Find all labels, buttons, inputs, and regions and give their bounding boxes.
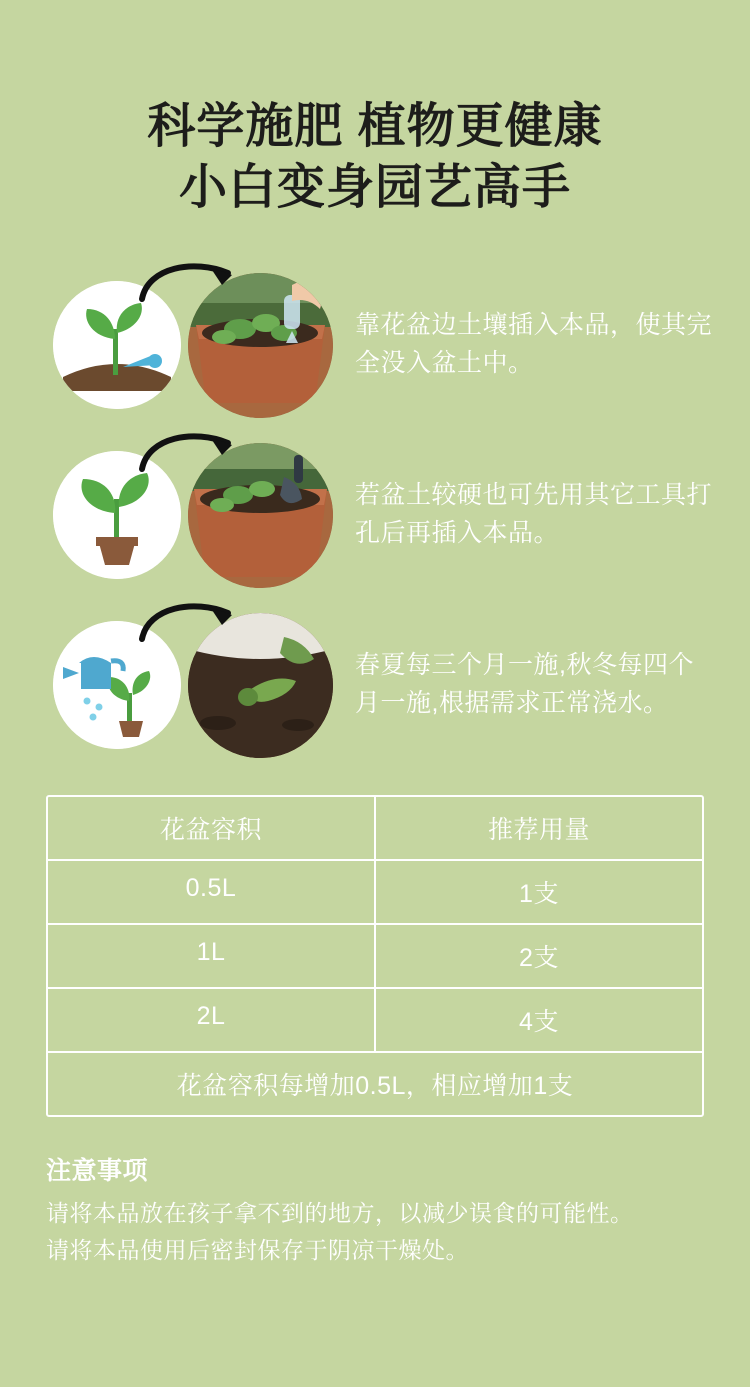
step-text: 靠花盆边土壤插入本品，使其完全没入盆土中。 xyxy=(355,310,713,377)
table-cell-volume: 2L xyxy=(48,989,376,1051)
notice-line: 请将本品放在孩子拿不到的地方，以减少误食的可能性。 xyxy=(46,1199,634,1226)
page-title-line-2: 小白变身园艺高手 xyxy=(178,161,571,215)
step-text: 若盆土较硬也可先用其它工具打孔后再插入本品。 xyxy=(355,480,713,547)
step-item xyxy=(0,429,750,599)
step-media xyxy=(48,599,333,769)
table-header-recommended-amount: 推荐用量 xyxy=(487,815,590,844)
table-note-row xyxy=(48,1053,702,1115)
notice-section xyxy=(46,1151,704,1269)
curved-arrow-icon xyxy=(136,429,246,477)
table-header-pot-volume: 花盆容积 xyxy=(48,797,376,859)
dosage-table xyxy=(46,795,704,1117)
steps-list xyxy=(0,259,750,769)
table-cell-amount: 2支 xyxy=(519,943,559,972)
table-cell-amount: 4支 xyxy=(519,1007,559,1036)
table-row xyxy=(48,861,702,925)
table-cell-volume: 1L xyxy=(48,925,376,987)
table-cell-volume: 0.5L xyxy=(48,861,376,923)
step-item xyxy=(0,259,750,429)
table-row xyxy=(48,989,702,1053)
table-header-row xyxy=(48,797,702,861)
table-cell-amount: 1支 xyxy=(519,879,559,908)
curved-arrow-icon xyxy=(136,599,246,647)
page-title-line-1: 科学施肥 植物更健康 xyxy=(147,100,603,153)
table-note: 花盆容积每增加0.5L，相应增加1支 xyxy=(176,1071,574,1100)
notice-title: 注意事项 xyxy=(46,1156,149,1185)
notice-line: 请将本品使用后密封保存于阴凉干燥处。 xyxy=(46,1236,469,1263)
step-item xyxy=(0,599,750,769)
step-media xyxy=(48,259,333,429)
page-title xyxy=(0,0,750,219)
step-media xyxy=(48,429,333,599)
curved-arrow-icon xyxy=(136,259,246,307)
table-row xyxy=(48,925,702,989)
step-text: 春夏每三个月一施,秋冬每四个月一施,根据需求正常浇水。 xyxy=(355,650,694,717)
